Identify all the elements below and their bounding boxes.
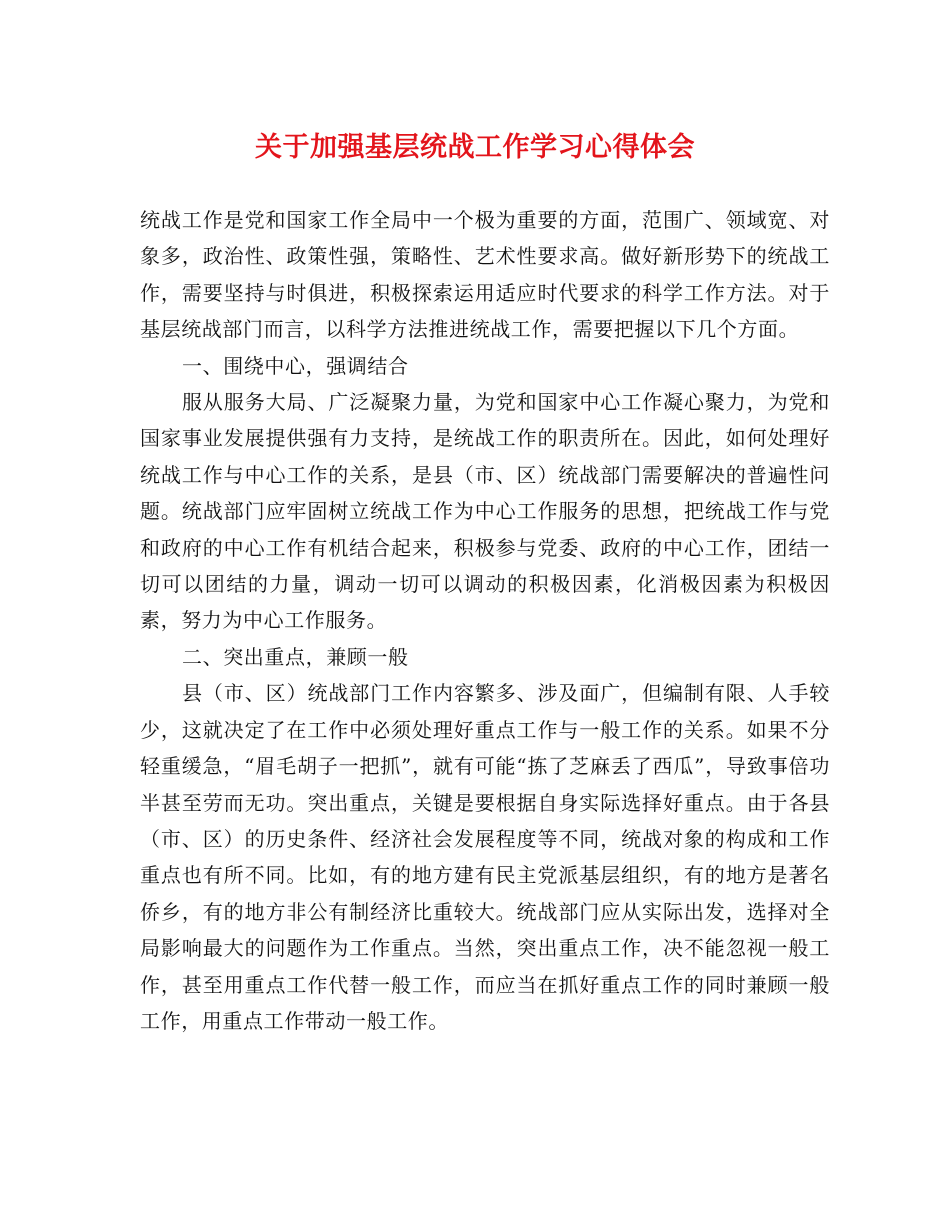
section-heading-2: 二、突出重点，兼顾一般 (182, 644, 409, 669)
section-paragraph-1: 服从服务大局、广泛凝聚力量，为党和国家中心工作凝心聚力，为党和国家事业发展提供强有力支持，是统战工作的职责所在。因此，如何处理好统战工作与中心工作的关系，是县（市、区）统战部门需要解决的普遍性问题。统战部门应牢固树立统战工作为中心工作服务的思想，把统战工作与党和政府的中心工作有机结合起来，积极参与党委、政府的中心工作，团结一切可以团结的力量，调动一切可以调动的积极因素，化消极因素为积极因素，努力为中心工作服务。 (140, 390, 830, 633)
section-paragraph-2: 县（市、区）统战部门工作内容繁多、涉及面广，但编制有限、人手较少，这就决定了在工作中必须处理好重点工作与一般工作的关系。如果不分轻重缓急，“眉毛胡子一把抓”，就有可能“拣了芝麻丢了西瓜”，导致事倍功半甚至劳而无功。突出重点，关键是要根据自身实际选择好重点。由于各县（市、区）的历史条件、经济社会发展程度等不同，统战对象的构成和工作重点也有所不同。比如，有的地方建有民主党派基层组织，有的地方是著名侨乡，有的地方非公有制经济比重较大。统战部门应从实际出发，选择对全局影响最大的问题作为工作重点。当然，突出重点工作，决不能忽视一般工作，甚至用重点工作代替一般工作，而应当在抓好重点工作的同时兼顾一般工作，用重点工作带动一般工作。 (140, 681, 830, 1033)
document-body (140, 202, 830, 1039)
intro-paragraph: 统战工作是党和国家工作全局中一个极为重要的方面，范围广、领域宽、对象多，政治性、政策性强，策略性、艺术性要求高。做好新形势下的统战工作，需要坚持与时俱进，积极探索运用适应时代要求的科学工作方法。对于基层统战部门而言，以科学方法推进统战工作，需要把握以下几个方面。 (140, 208, 830, 342)
section-heading-1: 一、围绕中心，强调结合 (182, 353, 409, 378)
document-title: 关于加强基层统战工作学习心得体会 (255, 132, 695, 163)
